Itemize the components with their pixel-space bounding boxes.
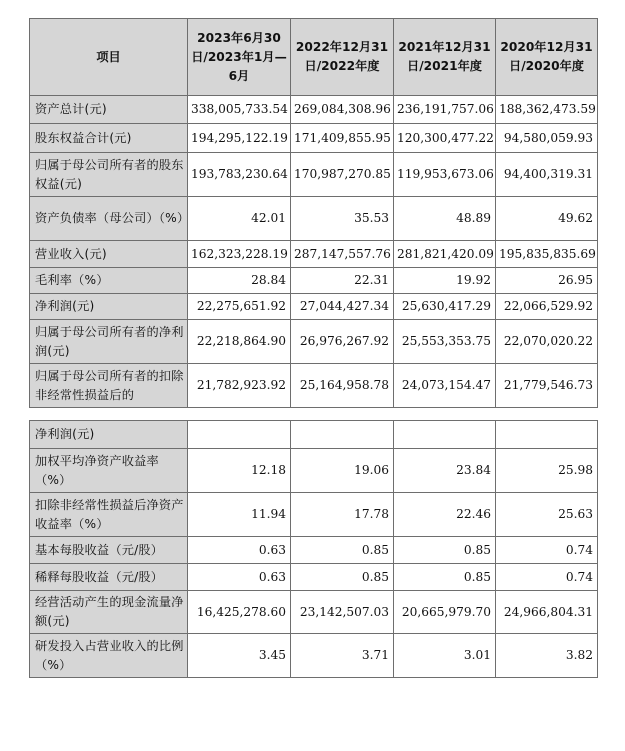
table-row — [30, 493, 598, 537]
value-cell: 162,323,228.19 — [188, 241, 291, 268]
row-label: 基本每股收益（元/股） — [30, 537, 188, 564]
value-cell: 194,295,122.19 — [188, 124, 291, 153]
value-cell: 0.63 — [188, 564, 291, 591]
table-row — [30, 421, 598, 449]
value-cell: 94,580,059.93 — [496, 124, 598, 153]
value-cell: 0.85 — [394, 537, 496, 564]
row-label: 营业收入(元) — [30, 241, 188, 268]
value-cell: 0.85 — [291, 537, 394, 564]
value-cell: 20,665,979.70 — [394, 591, 496, 634]
value-cell: 0.63 — [188, 537, 291, 564]
value-cell: 269,084,308.96 — [291, 96, 394, 124]
value-cell: 23,142,507.03 — [291, 591, 394, 634]
value-cell: 25,630,417.29 — [394, 294, 496, 320]
value-cell: 22,218,864.90 — [188, 320, 291, 364]
value-cell: 17.78 — [291, 493, 394, 537]
table-row — [30, 241, 598, 268]
value-cell: 27,044,427.34 — [291, 294, 394, 320]
value-cell: 22.31 — [291, 268, 394, 294]
value-cell: 26.95 — [496, 268, 598, 294]
value-cell: 0.85 — [291, 564, 394, 591]
table-row — [30, 537, 598, 564]
value-cell: 19.06 — [291, 449, 394, 493]
value-cell: 23.84 — [394, 449, 496, 493]
value-cell: 26,976,267.92 — [291, 320, 394, 364]
table-row — [30, 634, 598, 678]
value-cell: 3.01 — [394, 634, 496, 678]
gap-cell — [30, 408, 188, 421]
table-row — [30, 153, 598, 197]
value-cell: 49.62 — [496, 197, 598, 241]
value-cell: 28.84 — [188, 268, 291, 294]
value-cell: 24,966,804.31 — [496, 591, 598, 634]
row-label: 归属于母公司所有者的扣除非经常性损益后的 — [30, 364, 188, 408]
value-cell: 287,147,557.76 — [291, 241, 394, 268]
table-row — [30, 294, 598, 320]
value-cell: 25,553,353.75 — [394, 320, 496, 364]
value-cell: 188,362,473.59 — [496, 96, 598, 124]
value-cell: 236,191,757.06 — [394, 96, 496, 124]
value-cell: 22.46 — [394, 493, 496, 537]
value-cell: 195,835,835.69 — [496, 241, 598, 268]
value-cell — [496, 421, 598, 449]
table-row — [30, 564, 598, 591]
value-cell: 120,300,477.22 — [394, 124, 496, 153]
table-row — [30, 197, 598, 241]
value-cell: 21,782,923.92 — [188, 364, 291, 408]
header-2021: 2021年12月31日/2021年度 — [394, 19, 496, 96]
table-row — [30, 96, 598, 124]
value-cell: 94,400,319.31 — [496, 153, 598, 197]
row-label: 归属于母公司所有者的股东权益(元) — [30, 153, 188, 197]
value-cell: 22,275,651.92 — [188, 294, 291, 320]
table-row — [30, 364, 598, 408]
row-label: 研发投入占营业收入的比例（%） — [30, 634, 188, 678]
value-cell — [188, 421, 291, 449]
value-cell: 12.18 — [188, 449, 291, 493]
row-label: 加权平均净资产收益率（%） — [30, 449, 188, 493]
value-cell: 25.63 — [496, 493, 598, 537]
row-label: 净利润(元) — [30, 294, 188, 320]
value-cell: 48.89 — [394, 197, 496, 241]
gap-cell — [188, 408, 291, 421]
financial-table — [29, 18, 598, 678]
value-cell: 35.53 — [291, 197, 394, 241]
value-cell: 16,425,278.60 — [188, 591, 291, 634]
value-cell: 193,783,230.64 — [188, 153, 291, 197]
value-cell: 3.82 — [496, 634, 598, 678]
table-body — [30, 96, 598, 678]
header-row — [30, 19, 598, 96]
table-row — [30, 449, 598, 493]
table-row — [30, 268, 598, 294]
row-label: 股东权益合计(元) — [30, 124, 188, 153]
header-2020: 2020年12月31日/2020年度 — [496, 19, 598, 96]
value-cell: 24,073,154.47 — [394, 364, 496, 408]
value-cell: 338,005,733.54 — [188, 96, 291, 124]
header-2023h1: 2023年6月30日/2023年1月—6月 — [188, 19, 291, 96]
row-label: 归属于母公司所有者的净利润(元) — [30, 320, 188, 364]
gap-cell — [291, 408, 394, 421]
section-gap — [30, 408, 598, 421]
row-label: 资产总计(元) — [30, 96, 188, 124]
value-cell: 25,164,958.78 — [291, 364, 394, 408]
value-cell: 0.85 — [394, 564, 496, 591]
value-cell: 11.94 — [188, 493, 291, 537]
value-cell: 171,409,855.95 — [291, 124, 394, 153]
value-cell: 281,821,420.09 — [394, 241, 496, 268]
row-label: 经营活动产生的现金流量净额(元) — [30, 591, 188, 634]
value-cell: 21,779,546.73 — [496, 364, 598, 408]
table-row — [30, 320, 598, 364]
value-cell: 22,070,020.22 — [496, 320, 598, 364]
header-2022: 2022年12月31日/2022年度 — [291, 19, 394, 96]
value-cell: 170,987,270.85 — [291, 153, 394, 197]
row-label: 扣除非经常性损益后净资产收益率（%） — [30, 493, 188, 537]
value-cell: 0.74 — [496, 564, 598, 591]
row-label: 稀释每股收益（元/股） — [30, 564, 188, 591]
row-label: 净利润(元) — [30, 421, 188, 449]
value-cell: 22,066,529.92 — [496, 294, 598, 320]
value-cell — [291, 421, 394, 449]
value-cell — [394, 421, 496, 449]
table-row — [30, 591, 598, 634]
gap-cell — [394, 408, 496, 421]
header-item: 项目 — [30, 19, 188, 96]
value-cell: 19.92 — [394, 268, 496, 294]
row-label: 毛利率（%） — [30, 268, 188, 294]
value-cell: 3.71 — [291, 634, 394, 678]
value-cell: 3.45 — [188, 634, 291, 678]
table-row — [30, 124, 598, 153]
gap-cell — [496, 408, 598, 421]
row-label: 资产负债率（母公司）（%） — [30, 197, 188, 241]
value-cell: 119,953,673.06 — [394, 153, 496, 197]
value-cell: 25.98 — [496, 449, 598, 493]
value-cell: 42.01 — [188, 197, 291, 241]
value-cell: 0.74 — [496, 537, 598, 564]
